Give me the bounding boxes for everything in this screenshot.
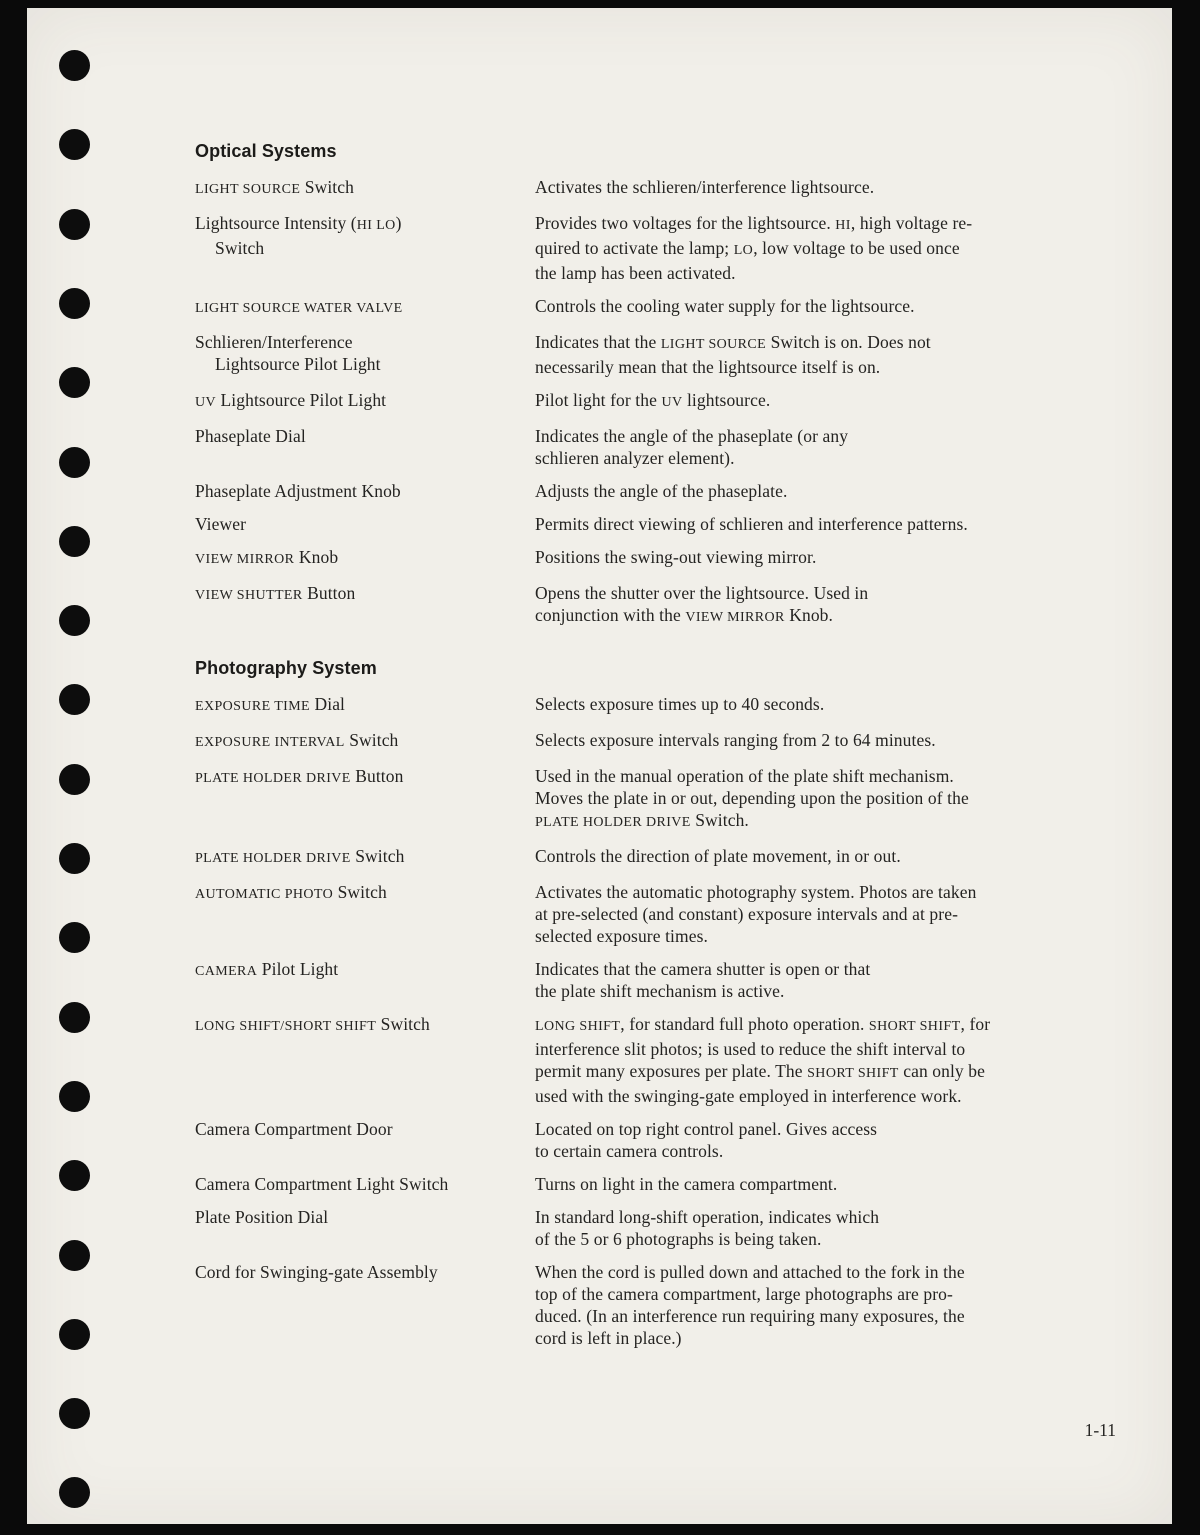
definition-row — [195, 1173, 1100, 1195]
punch-hole — [59, 447, 90, 478]
punch-hole — [59, 1319, 90, 1350]
term: PLATE HOLDER DRIVE Button — [195, 766, 404, 786]
description: Provides two voltages for the lightsource. HI, high voltage re- quired to activate the lamp; LO, low voltage to be used once the lamp has been activated. — [535, 213, 973, 283]
term: Camera Compartment Light Switch — [195, 1174, 449, 1194]
description: Adjusts the angle of the phaseplate. — [535, 481, 788, 501]
definition-row — [195, 389, 1100, 414]
description: Used in the manual operation of the plate shift mechanism. Moves the plate in or out, depending upon the position of the PLATE HOLDER DRIVE Switch. — [535, 766, 969, 830]
manual-page — [27, 8, 1172, 1524]
term: LIGHT SOURCE WATER VALVE — [195, 301, 403, 316]
punch-hole — [59, 922, 90, 953]
definition-row — [195, 176, 1100, 201]
term: Camera Compartment Door — [195, 1119, 393, 1139]
punch-hole — [59, 367, 90, 398]
description: When the cord is pulled down and attached to the fork in the top of the camera compartment, large photographs are pro- duced. (In an interference run requiring many exposures, the cord is left in place.) — [535, 1262, 965, 1348]
term: CAMERA Pilot Light — [195, 959, 339, 979]
description: LONG SHIFT, for standard full photo operation. SHORT SHIFT, for interference slit photos; is used to reduce the shift interval to permit many exposures per plate. The SHORT SHIFT can only be used with the swinging-gate employed in interference work. — [535, 1014, 991, 1106]
description: Turns on light in the camera compartment. — [535, 1174, 838, 1194]
description: Pilot light for the UV lightsource. — [535, 390, 771, 410]
definition-row — [195, 729, 1100, 754]
description: Positions the swing-out viewing mirror. — [535, 547, 817, 567]
section-heading: Photography System — [195, 658, 377, 678]
description: Indicates the angle of the phaseplate (or any schlieren analyzer element). — [535, 426, 849, 468]
description: Opens the shutter over the lightsource. Used in conjunction with the VIEW MIRROR Knob. — [535, 583, 869, 625]
term: Lightsource Intensity (HI LO) Switch — [195, 213, 402, 258]
definition-row — [195, 1206, 1100, 1250]
description: Selects exposure times up to 40 seconds. — [535, 694, 825, 714]
term: LONG SHIFT/SHORT SHIFT Switch — [195, 1014, 430, 1034]
definition-row — [195, 582, 1100, 629]
punch-hole — [59, 764, 90, 795]
description: In standard long-shift operation, indicates which of the 5 or 6 photographs is being taken. — [535, 1207, 880, 1249]
term: Viewer — [195, 514, 247, 534]
term: PLATE HOLDER DRIVE Switch — [195, 846, 405, 866]
definition-row — [195, 958, 1100, 1002]
definition-list — [195, 140, 1100, 1360]
term: VIEW MIRROR Knob — [195, 547, 339, 567]
definition-row — [195, 1013, 1100, 1107]
punch-hole — [59, 1240, 90, 1271]
punch-hole — [59, 1002, 90, 1033]
term: VIEW SHUTTER Button — [195, 583, 356, 603]
definition-row — [195, 331, 1100, 378]
definition-row — [195, 1118, 1100, 1162]
punch-hole — [59, 1398, 90, 1429]
definition-row — [195, 881, 1100, 947]
term: Phaseplate Dial — [195, 426, 306, 446]
term: Plate Position Dial — [195, 1207, 329, 1227]
term: LIGHT SOURCE Switch — [195, 177, 354, 197]
description: Selects exposure intervals ranging from 2 to 64 minutes. — [535, 730, 936, 750]
punch-hole — [59, 1477, 90, 1508]
definition-row — [195, 513, 1100, 535]
description: Indicates that the LIGHT SOURCE Switch is on. Does not necessarily mean that the lightsource itself is on. — [535, 332, 931, 377]
term: AUTOMATIC PHOTO Switch — [195, 882, 387, 902]
description: Controls the cooling water supply for the lightsource. — [535, 296, 915, 316]
definition-row — [195, 425, 1100, 469]
term: Cord for Swinging-gate Assembly — [195, 1262, 438, 1282]
definition-row — [195, 546, 1100, 571]
definition-row — [195, 693, 1100, 718]
term: Phaseplate Adjustment Knob — [195, 481, 401, 501]
term: Schlieren/Interference Lightsource Pilot Light — [195, 332, 381, 374]
punch-hole — [59, 684, 90, 715]
definition-row — [195, 295, 1100, 320]
punch-hole — [59, 1160, 90, 1191]
definition-row — [195, 765, 1100, 834]
description: Controls the direction of plate movement, in or out. — [535, 846, 901, 866]
punch-hole — [59, 129, 90, 160]
punch-hole — [59, 605, 90, 636]
punch-hole — [59, 526, 90, 557]
definition-row — [195, 845, 1100, 870]
term: EXPOSURE INTERVAL Switch — [195, 730, 399, 750]
description: Indicates that the camera shutter is open or that the plate shift mechanism is active. — [535, 959, 871, 1001]
punch-hole — [59, 209, 90, 240]
definition-row — [195, 212, 1100, 284]
description: Permits direct viewing of schlieren and interference patterns. — [535, 514, 968, 534]
punch-hole — [59, 843, 90, 874]
description: Activates the automatic photography system. Photos are taken at pre-selected (and constant) exposure intervals and at pre- selected exposure times. — [535, 882, 977, 946]
term: UV Lightsource Pilot Light — [195, 390, 387, 410]
punch-hole — [59, 288, 90, 319]
definition-row — [195, 1261, 1100, 1349]
definition-row — [195, 480, 1100, 502]
punch-hole-column — [27, 8, 137, 1524]
punch-hole — [59, 50, 90, 81]
page-number: 1-11 — [1084, 1420, 1116, 1440]
section-heading: Optical Systems — [195, 141, 337, 161]
description: Activates the schlieren/interference lightsource. — [535, 177, 875, 197]
description: Located on top right control panel. Gives access to certain camera controls. — [535, 1119, 878, 1161]
term: EXPOSURE TIME Dial — [195, 694, 346, 714]
punch-hole — [59, 1081, 90, 1112]
